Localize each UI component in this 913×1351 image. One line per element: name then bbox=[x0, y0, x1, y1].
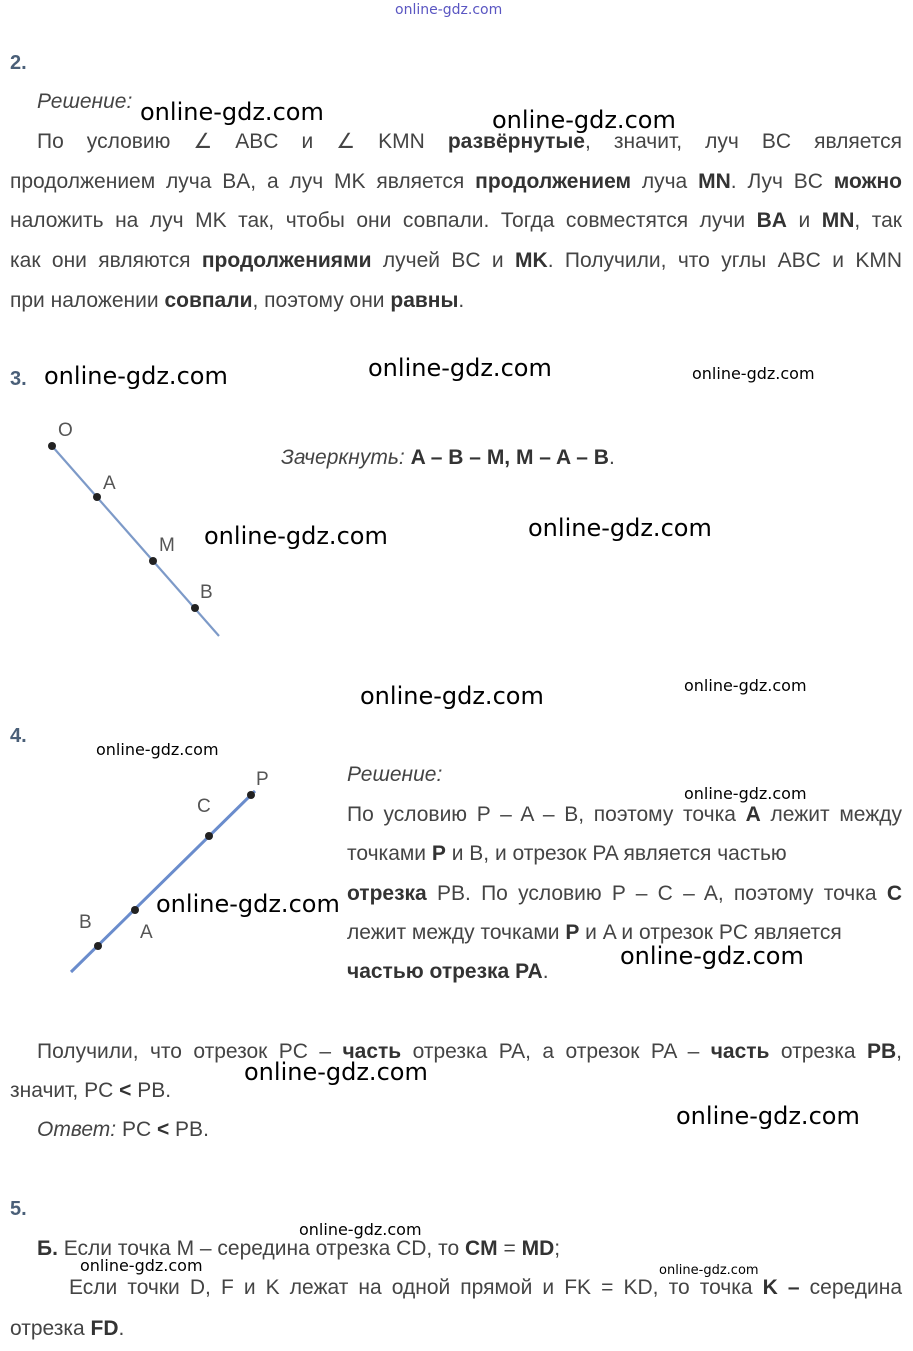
task-4-answer: Ответ: PC < PB. bbox=[37, 1118, 209, 1141]
task-2-line-4: как они являются продолжениями лучей BC и MK. Получили, что углы ABC и KMN bbox=[10, 249, 902, 272]
watermark: online-gdz.com bbox=[140, 98, 324, 126]
point-b bbox=[94, 942, 102, 950]
point-p bbox=[247, 791, 255, 799]
task-5-line-2: Если точки D, F и K лежат на одной прямой и FK = KD, то точка K – середина bbox=[69, 1276, 903, 1299]
watermark: online-gdz.com bbox=[684, 784, 807, 803]
task-4-line-2: точками P и B, и отрезок PA является частью bbox=[347, 842, 787, 865]
point-o bbox=[48, 442, 56, 450]
watermark: online-gdz.com bbox=[156, 890, 340, 918]
task-4-heading: Решение: bbox=[347, 763, 443, 786]
task-4-line-5: частью отрезка PA. bbox=[347, 960, 549, 983]
watermark: online-gdz.com bbox=[80, 1256, 203, 1275]
task-2-line-2: продолжением луча BA, а луч MK является продолжением луча MN. Луч BC можно bbox=[10, 170, 903, 193]
task-2-line-3: наложить на луч MK так, чтобы они совпали. Тогда совместятся лучи BA и MN, так bbox=[10, 209, 902, 232]
point-m bbox=[149, 557, 157, 565]
task-5-line-3: отрезка FD. bbox=[10, 1317, 125, 1340]
watermark: online-gdz.com bbox=[96, 740, 219, 759]
task-4-line-1: По условию P – A – B, поэтому точка A лежит между bbox=[347, 803, 903, 826]
point-c bbox=[205, 832, 213, 840]
task-3-cross-out: Зачеркнуть: A – B – M, M – A – B. bbox=[281, 446, 615, 469]
segment-diagram-pcab bbox=[0, 760, 330, 990]
watermark: online-gdz.com bbox=[620, 942, 804, 970]
point-a bbox=[93, 493, 101, 501]
watermark: online-gdz.com bbox=[676, 1102, 860, 1130]
watermark: online-gdz.com bbox=[692, 364, 815, 383]
watermark: online-gdz.com bbox=[528, 514, 712, 542]
watermark: online-gdz.com bbox=[44, 362, 228, 390]
label-a: A bbox=[103, 473, 116, 494]
watermark: online-gdz.com bbox=[368, 354, 552, 382]
label-o: O bbox=[58, 420, 73, 441]
label-c: C bbox=[197, 796, 211, 817]
watermark: online-gdz.com bbox=[492, 106, 676, 134]
task-3-number: 3. bbox=[10, 368, 27, 390]
task-4-number: 4. bbox=[10, 725, 27, 747]
task-2-heading: Решение: bbox=[37, 90, 133, 113]
task-2-line-5: при наложении совпали, поэтому они равны. bbox=[10, 289, 465, 312]
point-a bbox=[131, 906, 139, 914]
watermark: online-gdz.com bbox=[360, 682, 544, 710]
label-b: B bbox=[79, 912, 92, 933]
watermark: online-gdz.com bbox=[244, 1058, 428, 1086]
watermark: online-gdz.com bbox=[204, 522, 388, 550]
label-a: A bbox=[140, 922, 153, 943]
task-4-line-7: значит, PC < PB. bbox=[10, 1079, 172, 1102]
label-p: P bbox=[256, 769, 269, 790]
task-5-number: 5. bbox=[10, 1198, 27, 1220]
point-b bbox=[191, 604, 199, 612]
top-watermark: online-gdz.com bbox=[395, 2, 503, 18]
watermark: online-gdz.com bbox=[299, 1220, 422, 1239]
watermark: online-gdz.com bbox=[659, 1263, 759, 1278]
task-2-line-1: По условию ∠ ABC и ∠ KMN развёрнутые, значит, луч BC является bbox=[37, 130, 902, 153]
watermark: online-gdz.com bbox=[684, 676, 807, 695]
task-2-number: 2. bbox=[10, 52, 27, 74]
task-4-line-3: отрезка PB. По условию P – C – A, поэтому точка C bbox=[347, 882, 902, 905]
label-b: B bbox=[200, 582, 213, 603]
label-m: M bbox=[159, 535, 175, 556]
task-4-line-6: Получили, что отрезок PC – часть отрезка PA, а отрезок PA – часть отрезка PB, bbox=[37, 1040, 902, 1063]
task-4-line-4: лежит между точками P и A и отрезок PC является bbox=[347, 921, 842, 944]
task-5-line-1: Б. Если точка M – середина отрезка CD, то CM = MD; bbox=[37, 1237, 561, 1260]
